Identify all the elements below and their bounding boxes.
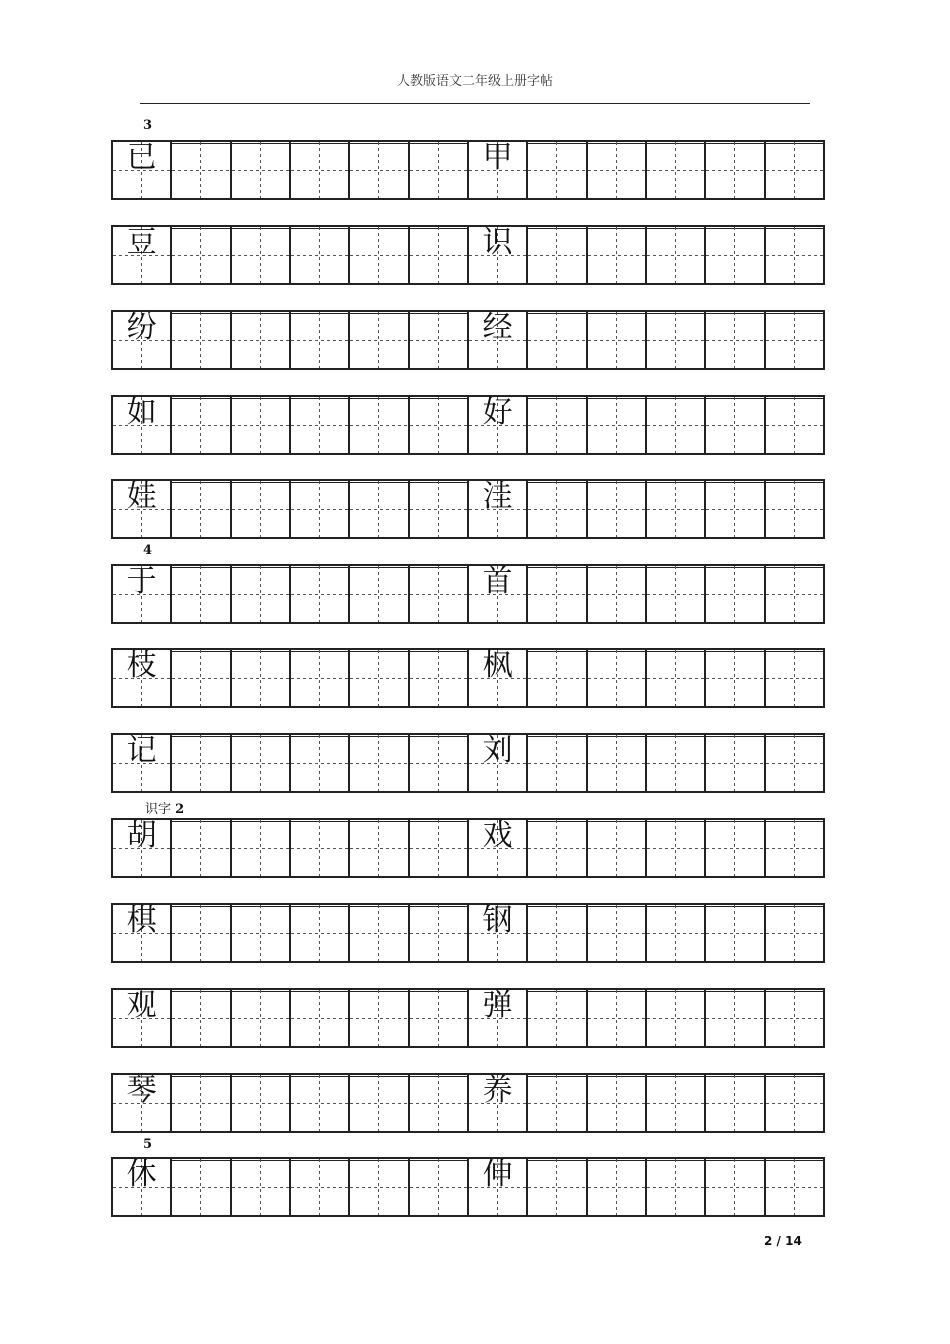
practice-row-left-half xyxy=(113,735,467,791)
practice-row-left-half xyxy=(113,1159,467,1215)
model-character: 伸 xyxy=(482,1157,513,1192)
practice-row xyxy=(111,733,825,793)
writing-box[interactable] xyxy=(408,1075,467,1131)
writing-box[interactable] xyxy=(764,227,823,283)
writing-box[interactable] xyxy=(764,1075,823,1131)
model-character: 甲 xyxy=(482,140,513,175)
model-character-box xyxy=(113,650,170,706)
practice-row-right-half xyxy=(467,481,823,537)
writing-box[interactable] xyxy=(170,820,229,876)
writing-box[interactable] xyxy=(230,735,289,791)
section-label-text: 识字 xyxy=(145,802,172,817)
practice-row xyxy=(111,903,825,963)
model-character: 娃 xyxy=(126,479,157,514)
model-character-box xyxy=(113,312,170,368)
writing-box[interactable] xyxy=(586,397,645,453)
writing-box[interactable] xyxy=(526,990,585,1046)
section-label-3: 3 xyxy=(143,118,153,133)
writing-box[interactable] xyxy=(764,990,823,1046)
model-character: 好 xyxy=(482,395,513,430)
writing-box[interactable] xyxy=(645,1159,704,1215)
model-character: 弹 xyxy=(482,988,513,1023)
writing-box[interactable] xyxy=(348,566,407,622)
model-character: 识 xyxy=(482,225,513,260)
writing-box[interactable] xyxy=(586,905,645,961)
writing-box[interactable] xyxy=(289,905,348,961)
model-character-box xyxy=(469,397,526,453)
writing-box[interactable] xyxy=(526,227,585,283)
model-character: 枫 xyxy=(482,648,513,683)
writing-box[interactable] xyxy=(170,1159,229,1215)
model-character: 钢 xyxy=(482,903,513,938)
section-label-5: 5 xyxy=(143,1137,153,1152)
writing-box[interactable] xyxy=(704,397,763,453)
writing-box[interactable] xyxy=(526,905,585,961)
writing-box[interactable] xyxy=(289,312,348,368)
practice-row-right-half xyxy=(467,142,823,198)
writing-box[interactable] xyxy=(704,905,763,961)
model-character-box xyxy=(113,1159,170,1215)
model-character: 于 xyxy=(126,564,157,599)
writing-box[interactable] xyxy=(586,1159,645,1215)
practice-row-left-half xyxy=(113,820,467,876)
practice-row-right-half xyxy=(467,650,823,706)
writing-box[interactable] xyxy=(645,397,704,453)
writing-box[interactable] xyxy=(526,650,585,706)
practice-row-right-half xyxy=(467,820,823,876)
practice-row-right-half xyxy=(467,1159,823,1215)
writing-box[interactable] xyxy=(645,820,704,876)
model-character-box xyxy=(469,650,526,706)
writing-box[interactable] xyxy=(645,905,704,961)
writing-box[interactable] xyxy=(230,1075,289,1131)
writing-box[interactable] xyxy=(170,481,229,537)
model-character: 养 xyxy=(482,1073,513,1108)
model-character: 豆 xyxy=(126,225,157,260)
model-character-box xyxy=(113,905,170,961)
writing-box[interactable] xyxy=(230,227,289,283)
writing-box[interactable] xyxy=(704,312,763,368)
practice-row xyxy=(111,225,825,285)
writing-box[interactable] xyxy=(348,1075,407,1131)
writing-box[interactable] xyxy=(230,650,289,706)
practice-row-left-half xyxy=(113,481,467,537)
model-character-box xyxy=(113,227,170,283)
model-character: 经 xyxy=(482,310,513,345)
model-character: 刘 xyxy=(482,733,513,768)
writing-box[interactable] xyxy=(704,1075,763,1131)
model-character-box xyxy=(113,481,170,537)
practice-row-right-half xyxy=(467,1075,823,1131)
model-character-box xyxy=(469,990,526,1046)
writing-box[interactable] xyxy=(645,650,704,706)
writing-box[interactable] xyxy=(289,227,348,283)
writing-box[interactable] xyxy=(526,481,585,537)
writing-box[interactable] xyxy=(704,1159,763,1215)
writing-box[interactable] xyxy=(645,1075,704,1131)
section-label-shizi-2 xyxy=(145,798,184,817)
writing-box[interactable] xyxy=(348,905,407,961)
writing-box[interactable] xyxy=(408,820,467,876)
writing-box[interactable] xyxy=(704,735,763,791)
model-character-box xyxy=(469,312,526,368)
practice-row-right-half xyxy=(467,990,823,1046)
writing-box[interactable] xyxy=(408,312,467,368)
model-character-box xyxy=(113,566,170,622)
writing-box[interactable] xyxy=(645,312,704,368)
model-character: 如 xyxy=(126,395,157,430)
writing-box[interactable] xyxy=(348,481,407,537)
practice-row-right-half xyxy=(467,312,823,368)
writing-box[interactable] xyxy=(170,397,229,453)
writing-box[interactable] xyxy=(526,820,585,876)
writing-box[interactable] xyxy=(764,820,823,876)
writing-box[interactable] xyxy=(289,481,348,537)
writing-box[interactable] xyxy=(586,990,645,1046)
model-character: 首 xyxy=(482,564,513,599)
writing-box[interactable] xyxy=(348,735,407,791)
writing-box[interactable] xyxy=(586,820,645,876)
writing-box[interactable] xyxy=(170,650,229,706)
writing-box[interactable] xyxy=(704,227,763,283)
practice-row-right-half xyxy=(467,735,823,791)
writing-box[interactable] xyxy=(230,905,289,961)
writing-box[interactable] xyxy=(645,142,704,198)
writing-box[interactable] xyxy=(704,481,763,537)
writing-box[interactable] xyxy=(408,566,467,622)
practice-row xyxy=(111,564,825,624)
model-character-box xyxy=(469,1159,526,1215)
model-character-box xyxy=(113,735,170,791)
writing-box[interactable] xyxy=(586,735,645,791)
writing-box[interactable] xyxy=(289,650,348,706)
practice-row xyxy=(111,988,825,1048)
model-character: 戏 xyxy=(482,818,513,853)
writing-box[interactable] xyxy=(704,566,763,622)
writing-box[interactable] xyxy=(586,481,645,537)
practice-row xyxy=(111,1073,825,1133)
writing-box[interactable] xyxy=(289,566,348,622)
practice-row xyxy=(111,395,825,455)
writing-box[interactable] xyxy=(526,397,585,453)
practice-row-left-half xyxy=(113,312,467,368)
writing-box[interactable] xyxy=(408,481,467,537)
writing-box[interactable] xyxy=(289,397,348,453)
model-character-box xyxy=(113,397,170,453)
writing-box[interactable] xyxy=(586,650,645,706)
practice-row-right-half xyxy=(467,397,823,453)
practice-row xyxy=(111,818,825,878)
page-number: 2 / 14 xyxy=(764,1234,802,1248)
writing-box[interactable] xyxy=(408,227,467,283)
model-character: 枝 xyxy=(126,648,157,683)
writing-box[interactable] xyxy=(645,990,704,1046)
writing-box[interactable] xyxy=(230,1159,289,1215)
model-character-box xyxy=(469,735,526,791)
writing-box[interactable] xyxy=(764,312,823,368)
writing-box[interactable] xyxy=(586,566,645,622)
writing-box[interactable] xyxy=(526,1075,585,1131)
writing-box[interactable] xyxy=(526,735,585,791)
writing-box[interactable] xyxy=(645,227,704,283)
practice-row-left-half xyxy=(113,566,467,622)
model-character: 棋 xyxy=(126,903,157,938)
writing-box[interactable] xyxy=(764,735,823,791)
writing-box[interactable] xyxy=(764,566,823,622)
model-character-box xyxy=(113,1075,170,1131)
writing-box[interactable] xyxy=(526,142,585,198)
practice-row xyxy=(111,648,825,708)
writing-box[interactable] xyxy=(170,735,229,791)
writing-box[interactable] xyxy=(289,142,348,198)
model-character: 休 xyxy=(126,1157,157,1192)
writing-box[interactable] xyxy=(704,650,763,706)
writing-box[interactable] xyxy=(764,1159,823,1215)
writing-box[interactable] xyxy=(230,481,289,537)
practice-row-left-half xyxy=(113,1075,467,1131)
practice-row-left-half xyxy=(113,227,467,283)
writing-box[interactable] xyxy=(408,990,467,1046)
writing-box[interactable] xyxy=(408,650,467,706)
model-character: 纷 xyxy=(126,310,157,345)
writing-box[interactable] xyxy=(408,1159,467,1215)
writing-box[interactable] xyxy=(348,397,407,453)
writing-box[interactable] xyxy=(230,820,289,876)
practice-row xyxy=(111,1157,825,1217)
writing-box[interactable] xyxy=(645,481,704,537)
practice-row xyxy=(111,310,825,370)
writing-box[interactable] xyxy=(764,481,823,537)
writing-box[interactable] xyxy=(170,1075,229,1131)
writing-box[interactable] xyxy=(170,227,229,283)
writing-box[interactable] xyxy=(348,650,407,706)
writing-box[interactable] xyxy=(170,566,229,622)
page-header-title: 人教版语文二年级上册字帖 xyxy=(396,74,553,89)
model-character-box xyxy=(469,905,526,961)
practice-row-left-half xyxy=(113,990,467,1046)
practice-row-right-half xyxy=(467,905,823,961)
writing-box[interactable] xyxy=(586,142,645,198)
model-character-box xyxy=(469,1075,526,1131)
writing-box[interactable] xyxy=(526,1159,585,1215)
writing-box[interactable] xyxy=(408,142,467,198)
writing-box[interactable] xyxy=(230,142,289,198)
model-character-box xyxy=(469,227,526,283)
writing-box[interactable] xyxy=(586,312,645,368)
model-character-box xyxy=(469,820,526,876)
writing-box[interactable] xyxy=(230,312,289,368)
writing-box[interactable] xyxy=(645,735,704,791)
writing-box[interactable] xyxy=(348,142,407,198)
model-character-box xyxy=(113,990,170,1046)
writing-box[interactable] xyxy=(408,905,467,961)
model-character-box xyxy=(469,566,526,622)
writing-box[interactable] xyxy=(348,990,407,1046)
writing-box[interactable] xyxy=(704,990,763,1046)
writing-box[interactable] xyxy=(526,312,585,368)
writing-box[interactable] xyxy=(408,397,467,453)
practice-row-left-half xyxy=(113,142,467,198)
model-character: 已 xyxy=(126,140,157,175)
model-character: 胡 xyxy=(126,818,157,853)
writing-box[interactable] xyxy=(170,905,229,961)
writing-box[interactable] xyxy=(348,312,407,368)
writing-box[interactable] xyxy=(586,1075,645,1131)
writing-box[interactable] xyxy=(526,566,585,622)
writing-box[interactable] xyxy=(348,1159,407,1215)
writing-box[interactable] xyxy=(764,397,823,453)
writing-box[interactable] xyxy=(586,227,645,283)
model-character-box xyxy=(113,142,170,198)
writing-box[interactable] xyxy=(289,820,348,876)
practice-row-left-half xyxy=(113,397,467,453)
writing-box[interactable] xyxy=(230,990,289,1046)
model-character-box xyxy=(113,820,170,876)
practice-row xyxy=(111,479,825,539)
writing-box[interactable] xyxy=(764,142,823,198)
model-character-box xyxy=(469,142,526,198)
writing-box[interactable] xyxy=(704,142,763,198)
writing-box[interactable] xyxy=(289,990,348,1046)
writing-box[interactable] xyxy=(230,566,289,622)
practice-row xyxy=(111,140,825,200)
writing-box[interactable] xyxy=(704,820,763,876)
practice-row-left-half xyxy=(113,905,467,961)
writing-box[interactable] xyxy=(230,397,289,453)
model-character: 琴 xyxy=(126,1073,157,1108)
header-rule xyxy=(140,103,810,104)
writing-box[interactable] xyxy=(764,650,823,706)
writing-box[interactable] xyxy=(289,1075,348,1131)
writing-box[interactable] xyxy=(170,312,229,368)
section-label-4: 4 xyxy=(143,543,153,558)
writing-box[interactable] xyxy=(408,735,467,791)
writing-box[interactable] xyxy=(764,905,823,961)
writing-box[interactable] xyxy=(348,227,407,283)
model-character: 洼 xyxy=(482,479,513,514)
model-character-box xyxy=(469,481,526,537)
writing-box[interactable] xyxy=(348,820,407,876)
model-character: 记 xyxy=(126,733,157,768)
practice-row-left-half xyxy=(113,650,467,706)
model-character: 观 xyxy=(126,988,157,1023)
section-label-number: 2 xyxy=(175,802,185,817)
writing-box[interactable] xyxy=(289,1159,348,1215)
writing-box[interactable] xyxy=(645,566,704,622)
practice-row-right-half xyxy=(467,227,823,283)
practice-row-right-half xyxy=(467,566,823,622)
writing-box[interactable] xyxy=(170,990,229,1046)
writing-box[interactable] xyxy=(170,142,229,198)
writing-box[interactable] xyxy=(289,735,348,791)
